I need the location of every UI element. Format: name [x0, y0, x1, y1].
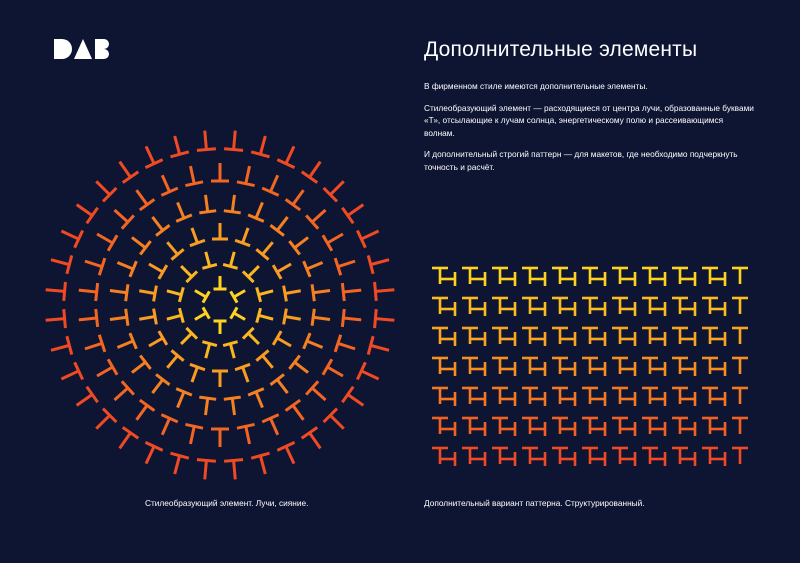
ray-t-glyph	[248, 199, 270, 221]
pattern-t-glyph	[621, 302, 635, 316]
pattern-t-glyph	[432, 388, 448, 404]
ray-t-glyph	[146, 212, 170, 236]
pattern-t-glyph	[681, 362, 695, 376]
ray-t-glyph	[312, 282, 331, 301]
ray-t-glyph	[112, 427, 138, 453]
pattern-t-glyph	[642, 268, 658, 284]
pattern-t-glyph	[681, 302, 695, 316]
pattern-t-glyph	[501, 332, 515, 346]
ray-t-glyph	[256, 350, 279, 373]
pattern-t-glyph	[732, 268, 748, 284]
pattern-t-glyph	[432, 448, 448, 464]
pattern-t-glyph	[561, 332, 575, 346]
pattern-t-glyph	[462, 268, 478, 284]
ray-t-glyph	[109, 309, 128, 328]
ray-t-glyph	[170, 389, 192, 411]
pattern-t-glyph	[462, 358, 478, 374]
pattern-t-glyph	[681, 272, 695, 286]
pattern-t-glyph	[711, 392, 725, 406]
ray-t-glyph	[127, 231, 151, 255]
pattern-t-glyph	[462, 448, 478, 464]
paragraph-rays: Стилеобразующий элемент — расходящиеся от центра лучи, образованные буквами «Т», отсылающие к лучам солнца, энергетическому полю и рассеивающимся волнам.	[424, 102, 754, 138]
ray-t-glyph	[165, 284, 183, 302]
pattern-t-glyph	[642, 418, 658, 434]
pattern-t-glyph	[501, 362, 515, 376]
pattern-caption: Дополнительный вариант паттерна. Структурированный.	[424, 498, 645, 508]
ray-t-glyph	[199, 250, 217, 268]
ray-t-glyph	[49, 251, 72, 274]
pattern-t-glyph	[492, 448, 508, 464]
ray-t-glyph	[82, 335, 105, 358]
pattern-t-glyph	[612, 388, 628, 404]
rays-caption: Стилеобразующий элемент. Лучи, сияние.	[145, 498, 309, 508]
ray-t-glyph	[154, 172, 178, 196]
pattern-t-glyph	[561, 422, 575, 436]
pattern-t-glyph	[711, 332, 725, 346]
t-grid-pattern-graphic	[424, 252, 759, 472]
ray-t-glyph	[211, 163, 229, 181]
pattern-t-glyph	[702, 268, 718, 284]
pattern-t-glyph	[612, 358, 628, 374]
ray-t-glyph	[323, 359, 348, 384]
pattern-t-glyph	[591, 302, 605, 316]
pattern-t-glyph	[552, 328, 568, 344]
pattern-t-glyph	[582, 418, 598, 434]
pattern-t-glyph	[711, 302, 725, 316]
ray-t-glyph	[57, 362, 82, 387]
pattern-t-glyph	[531, 332, 545, 346]
ray-t-glyph	[256, 237, 279, 260]
pattern-t-glyph	[591, 362, 605, 376]
ray-t-glyph	[195, 130, 216, 151]
ray-t-glyph	[273, 257, 295, 279]
ray-t-glyph	[45, 309, 66, 330]
ray-t-glyph	[108, 203, 133, 228]
ray-t-glyph	[306, 381, 331, 406]
pattern-t-glyph	[642, 448, 658, 464]
ray-t-glyph	[248, 389, 270, 411]
pattern-t-glyph	[672, 388, 688, 404]
ray-t-glyph	[184, 225, 205, 246]
pattern-t-glyph	[732, 418, 748, 434]
ray-t-glyph	[78, 281, 98, 301]
pattern-t-glyph	[441, 332, 455, 346]
pattern-t-glyph	[462, 418, 478, 434]
pattern-t-glyph	[522, 418, 538, 434]
ray-t-glyph	[78, 309, 98, 329]
ray-t-glyph	[170, 199, 192, 221]
ray-t-glyph	[195, 460, 216, 481]
pattern-t-glyph	[471, 302, 485, 316]
pattern-t-glyph	[462, 388, 478, 404]
pattern-t-glyph	[591, 452, 605, 466]
pattern-t-glyph	[642, 358, 658, 374]
pattern-t-glyph	[702, 328, 718, 344]
pattern-t-glyph	[522, 448, 538, 464]
pattern-t-glyph	[732, 298, 748, 314]
pattern-t-glyph	[522, 388, 538, 404]
pattern-t-glyph	[591, 272, 605, 286]
pattern-t-glyph	[702, 448, 718, 464]
pattern-t-glyph	[522, 298, 538, 314]
ray-t-glyph	[224, 130, 245, 151]
ray-t-glyph	[243, 328, 264, 349]
ray-t-glyph	[192, 285, 210, 303]
pattern-t-glyph	[681, 452, 695, 466]
pattern-t-glyph	[462, 298, 478, 314]
pattern-t-glyph	[711, 362, 725, 376]
radiating-t-rays-graphic	[40, 125, 400, 485]
ray-t-glyph	[223, 250, 241, 268]
pattern-t-glyph	[561, 392, 575, 406]
pattern-t-glyph	[582, 268, 598, 284]
pattern-t-glyph	[582, 298, 598, 314]
pattern-t-glyph	[522, 358, 538, 374]
ray-t-glyph	[270, 374, 294, 398]
pattern-t-glyph	[732, 448, 748, 464]
pattern-t-glyph	[492, 418, 508, 434]
ray-t-glyph	[108, 381, 133, 406]
pattern-t-glyph	[651, 452, 665, 466]
ray-t-glyph	[224, 397, 243, 416]
pattern-t-glyph	[432, 298, 448, 314]
pattern-t-glyph	[711, 422, 725, 436]
pattern-t-glyph	[552, 298, 568, 314]
pattern-t-glyph	[681, 332, 695, 346]
ray-t-glyph	[262, 415, 286, 439]
ray-t-glyph	[237, 424, 258, 445]
ray-t-glyph	[184, 364, 205, 385]
ray-t-glyph	[154, 415, 178, 439]
ray-t-glyph	[57, 222, 82, 247]
pattern-t-glyph	[582, 448, 598, 464]
pattern-t-glyph	[501, 392, 515, 406]
ray-t-glyph	[49, 336, 72, 359]
ray-t-glyph	[323, 226, 348, 251]
pattern-t-glyph	[531, 422, 545, 436]
pattern-t-glyph	[552, 268, 568, 284]
ray-t-glyph	[277, 442, 302, 467]
pattern-t-glyph	[651, 332, 665, 346]
pattern-t-glyph	[552, 448, 568, 464]
ray-t-glyph	[235, 364, 256, 385]
pattern-t-glyph	[732, 388, 748, 404]
pattern-t-glyph	[471, 452, 485, 466]
pattern-t-glyph	[642, 298, 658, 314]
ray-t-glyph	[114, 255, 136, 277]
ray-t-glyph	[304, 255, 326, 277]
pattern-t-glyph	[471, 392, 485, 406]
ray-t-glyph	[243, 261, 264, 282]
pattern-t-glyph	[642, 328, 658, 344]
ray-t-glyph	[262, 172, 286, 196]
ray-t-glyph	[93, 359, 118, 384]
pattern-t-glyph	[531, 302, 545, 316]
pattern-t-glyph	[501, 302, 515, 316]
pattern-t-glyph	[702, 298, 718, 314]
pattern-t-glyph	[552, 358, 568, 374]
description	[424, 80, 754, 182]
ray-t-glyph	[302, 427, 328, 453]
ray-t-glyph	[342, 309, 362, 329]
ray-t-glyph	[231, 285, 249, 303]
ray-t-glyph	[304, 333, 326, 355]
ray-t-glyph	[114, 333, 136, 355]
ray-t-glyph	[197, 397, 216, 416]
ray-t-glyph	[129, 400, 154, 425]
pattern-t-glyph	[711, 452, 725, 466]
ray-t-glyph	[211, 429, 229, 447]
ray-t-glyph	[375, 280, 396, 301]
ray-t-glyph	[127, 355, 151, 379]
pattern-t-glyph	[612, 328, 628, 344]
pattern-t-glyph	[501, 452, 515, 466]
ray-t-glyph	[138, 283, 157, 302]
ray-t-glyph	[71, 197, 97, 223]
pattern-t-glyph	[651, 422, 665, 436]
ray-t-glyph	[335, 335, 358, 358]
ray-t-glyph	[302, 156, 328, 182]
ray-t-glyph	[237, 164, 258, 185]
pattern-t-glyph	[702, 418, 718, 434]
ray-t-glyph	[138, 309, 157, 328]
ray-t-glyph	[286, 400, 311, 425]
ray-t-glyph	[357, 222, 382, 247]
pattern-t-glyph	[492, 328, 508, 344]
pattern-t-glyph	[582, 358, 598, 374]
pattern-t-glyph	[531, 452, 545, 466]
pattern-t-glyph	[582, 328, 598, 344]
ray-t-glyph	[182, 424, 203, 445]
pattern-t-glyph	[441, 422, 455, 436]
ray-t-glyph	[197, 194, 216, 213]
ray-t-glyph	[161, 350, 184, 373]
pattern-t-glyph	[651, 392, 665, 406]
pattern-t-glyph	[441, 362, 455, 376]
pattern-t-glyph	[621, 452, 635, 466]
ray-t-glyph	[231, 307, 249, 325]
paragraph-pattern: И дополнительный строгий паттерн — для макетов, где необходимо подчеркнуть точность и расчёт.	[424, 149, 738, 172]
pattern-t-glyph	[492, 358, 508, 374]
pattern-t-glyph	[492, 298, 508, 314]
page-title: Дополнительные элементы	[424, 38, 698, 61]
ray-t-glyph	[257, 308, 275, 326]
pattern-t-glyph	[582, 388, 598, 404]
pattern-t-glyph	[672, 268, 688, 284]
pattern-t-glyph	[462, 328, 478, 344]
ray-t-glyph	[224, 460, 245, 481]
ray-t-glyph	[192, 307, 210, 325]
pattern-t-glyph	[561, 362, 575, 376]
pattern-t-glyph	[471, 332, 485, 346]
ray-t-glyph	[368, 336, 391, 359]
ray-t-glyph	[129, 185, 154, 210]
ray-t-glyph	[145, 257, 167, 279]
pattern-t-glyph	[561, 452, 575, 466]
pattern-t-glyph	[432, 268, 448, 284]
pattern-t-glyph	[681, 422, 695, 436]
pattern-t-glyph	[432, 418, 448, 434]
pattern-t-glyph	[561, 302, 575, 316]
ray-t-glyph	[342, 197, 368, 223]
pattern-t-glyph	[471, 422, 485, 436]
paragraph-intro: В фирменном стиле имеются дополнительные элементы.	[424, 81, 648, 91]
pattern-t-glyph	[531, 272, 545, 286]
pattern-t-glyph	[672, 448, 688, 464]
ray-t-glyph	[182, 164, 203, 185]
pattern-t-glyph	[531, 362, 545, 376]
ray-t-glyph	[82, 253, 105, 276]
pattern-t-glyph	[522, 268, 538, 284]
ray-t-glyph	[71, 387, 97, 413]
pattern-t-glyph	[591, 422, 605, 436]
ray-t-glyph	[342, 387, 368, 413]
pattern-t-glyph	[672, 298, 688, 314]
ray-t-glyph	[284, 309, 303, 328]
ray-t-glyph	[342, 281, 362, 301]
pattern-t-glyph	[501, 272, 515, 286]
ray-t-glyph	[165, 308, 183, 326]
pattern-t-glyph	[432, 358, 448, 374]
pattern-t-glyph	[672, 418, 688, 434]
pattern-t-glyph	[732, 328, 748, 344]
ray-t-glyph	[166, 134, 189, 157]
pattern-t-glyph	[471, 362, 485, 376]
pattern-t-glyph	[441, 272, 455, 286]
pattern-t-glyph	[591, 332, 605, 346]
ray-t-glyph	[251, 134, 274, 157]
pattern-t-glyph	[471, 272, 485, 286]
ray-t-glyph	[286, 185, 311, 210]
pattern-t-glyph	[612, 268, 628, 284]
ray-t-glyph	[161, 237, 184, 260]
pattern-t-glyph	[561, 272, 575, 286]
ray-t-glyph	[45, 280, 66, 301]
pattern-t-glyph	[651, 272, 665, 286]
ray-t-glyph	[335, 253, 358, 276]
ray-t-glyph	[166, 453, 189, 476]
pattern-t-glyph	[441, 302, 455, 316]
pattern-t-glyph	[672, 358, 688, 374]
pattern-t-glyph	[522, 328, 538, 344]
ray-t-glyph	[109, 282, 128, 301]
ray-t-glyph	[93, 226, 118, 251]
ray-t-glyph	[146, 374, 170, 398]
ray-t-glyph	[212, 223, 228, 239]
pattern-t-glyph	[501, 422, 515, 436]
pattern-t-glyph	[672, 328, 688, 344]
ray-t-glyph	[137, 142, 162, 167]
ray-t-glyph	[212, 371, 228, 387]
pattern-t-glyph	[492, 388, 508, 404]
ray-t-glyph	[199, 342, 217, 360]
ray-t-glyph	[289, 355, 313, 379]
ray-t-glyph	[90, 409, 117, 436]
pattern-t-glyph	[711, 272, 725, 286]
ray-t-glyph	[176, 328, 197, 349]
ray-t-glyph	[251, 453, 274, 476]
dab-logo	[54, 38, 114, 60]
pattern-t-glyph	[681, 392, 695, 406]
pattern-t-glyph	[702, 388, 718, 404]
ray-t-glyph	[277, 142, 302, 167]
ray-t-glyph	[90, 175, 117, 202]
pattern-t-glyph	[612, 448, 628, 464]
ray-t-glyph	[223, 342, 241, 360]
ray-t-glyph	[273, 331, 295, 353]
ray-t-glyph	[257, 284, 275, 302]
pattern-t-glyph	[492, 268, 508, 284]
ray-t-glyph	[145, 331, 167, 353]
pattern-t-glyph	[531, 392, 545, 406]
pattern-t-glyph	[552, 388, 568, 404]
ray-t-glyph	[375, 309, 396, 330]
ray-t-glyph	[324, 175, 351, 202]
ray-t-glyph	[137, 442, 162, 467]
ray-t-glyph	[289, 231, 313, 255]
ray-t-glyph	[284, 283, 303, 302]
pattern-t-glyph	[552, 418, 568, 434]
pattern-t-glyph	[702, 358, 718, 374]
pattern-t-glyph	[591, 392, 605, 406]
pattern-t-glyph	[621, 392, 635, 406]
ray-t-glyph	[214, 276, 227, 289]
pattern-t-glyph	[621, 332, 635, 346]
ray-t-glyph	[312, 309, 331, 328]
pattern-t-glyph	[612, 298, 628, 314]
ray-t-glyph	[176, 261, 197, 282]
ray-t-glyph	[214, 321, 227, 334]
pattern-t-glyph	[612, 418, 628, 434]
ray-t-glyph	[368, 251, 391, 274]
ray-t-glyph	[112, 156, 138, 182]
pattern-t-glyph	[651, 302, 665, 316]
pattern-t-glyph	[441, 392, 455, 406]
pattern-t-glyph	[621, 272, 635, 286]
pattern-t-glyph	[432, 328, 448, 344]
pattern-t-glyph	[732, 358, 748, 374]
ray-t-glyph	[270, 212, 294, 236]
pattern-t-glyph	[621, 422, 635, 436]
ray-t-glyph	[306, 203, 331, 228]
ray-t-glyph	[235, 225, 256, 246]
ray-t-glyph	[357, 362, 382, 387]
pattern-t-glyph	[621, 362, 635, 376]
pattern-t-glyph	[642, 388, 658, 404]
ray-t-glyph	[224, 194, 243, 213]
pattern-t-glyph	[441, 452, 455, 466]
ray-t-glyph	[324, 409, 351, 436]
pattern-t-glyph	[651, 362, 665, 376]
